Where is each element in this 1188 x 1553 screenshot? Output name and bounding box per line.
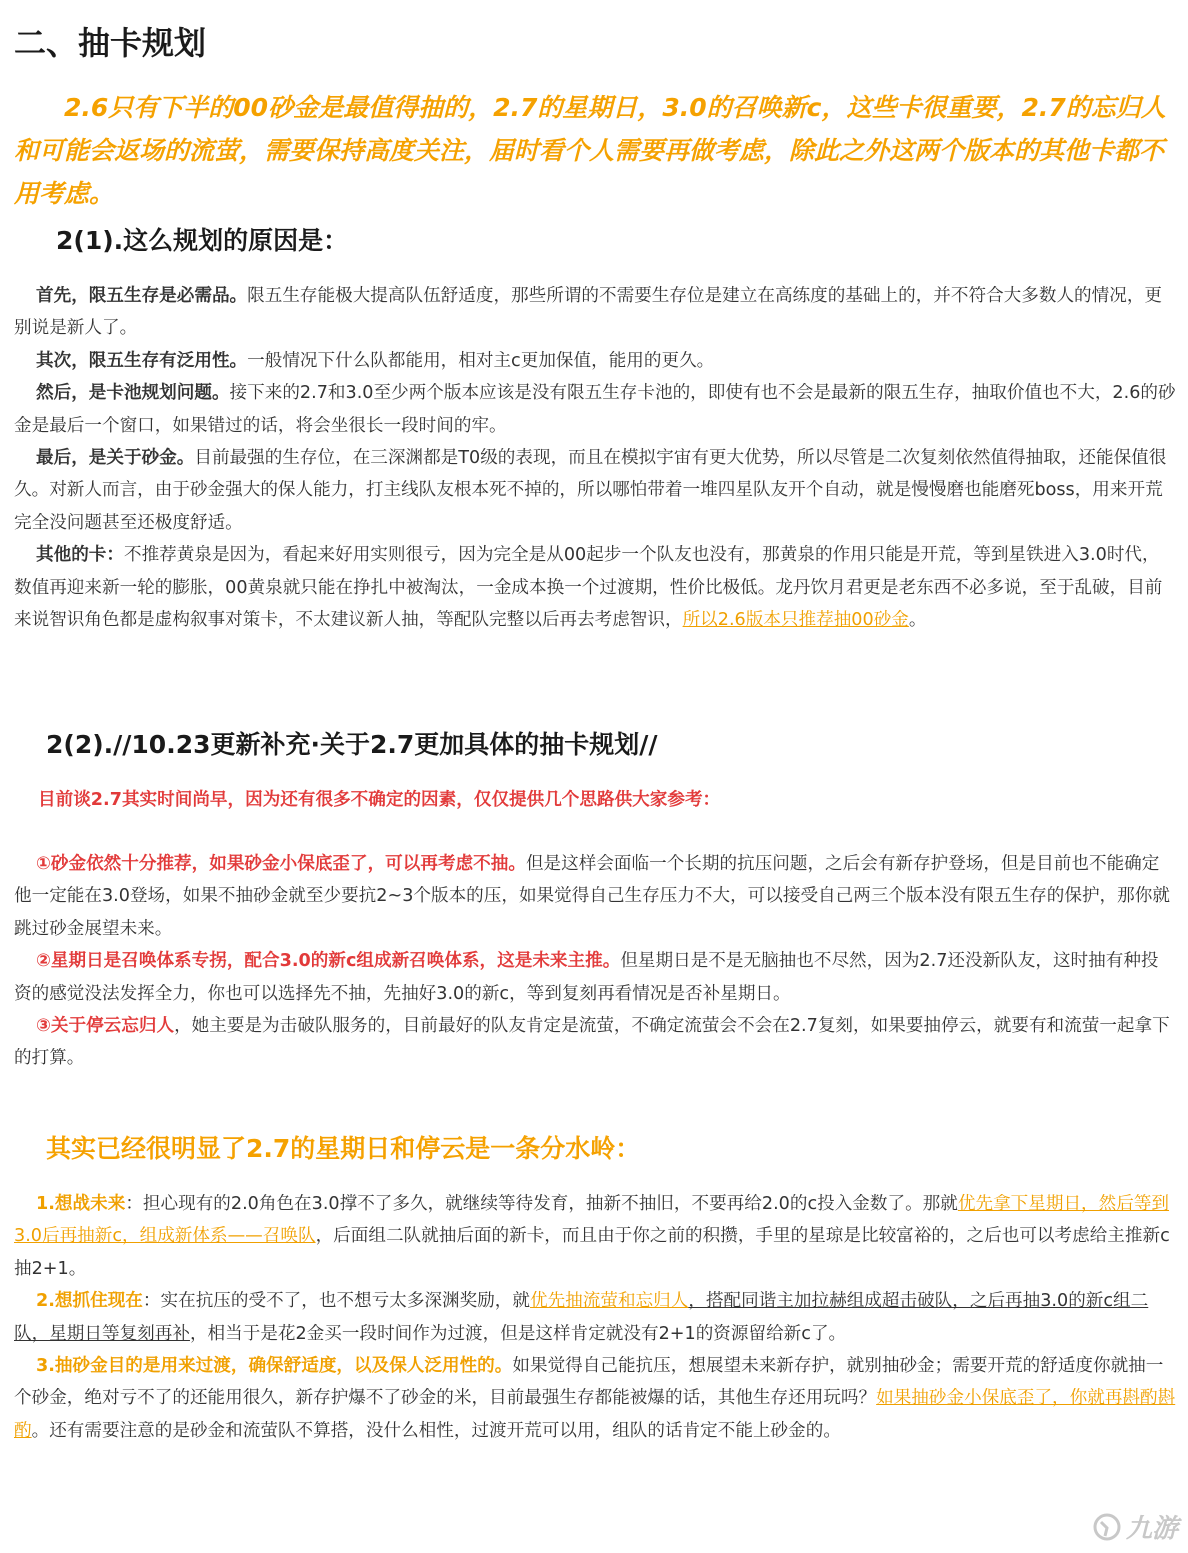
path-link[interactable]: 优先拿下星期日，然后等到3.0后再抽新c，组成新体系——召唤队	[14, 1194, 1170, 1247]
path-underlined: ，搭配同谐主加拉赫组成超击破队，之后再抽3.0的新c组二队，星期日等复刻再补	[14, 1291, 1149, 1344]
reason-text: 一般情况下什么队都能用，相对主c更加保值，能用的更久。	[247, 350, 715, 371]
watermark	[1092, 1508, 1178, 1545]
reason-lead: 最后，是关于砂金。	[36, 448, 195, 469]
path-paragraph	[14, 1188, 1176, 1285]
reason-text: 限五生存能极大提高队伍舒适度，那些所谓的不需要生存位是建立在高练度的基础上的，并不符合大多数人的情况，更别说是新人了。	[14, 286, 1163, 339]
intro-text: 2.6只有下半的00砂金是最值得抽的，2.7的星期日，3.0的召唤新c，这些卡很重要，2.7的忘归人和可能会返场的流萤，需要保持高度关注，届时看个人需要再做考虑，除此之外这两个版本的其他卡都不用考虑。	[14, 93, 1166, 208]
reason-lead: 首先，限五生存是必需品。	[36, 286, 248, 306]
reason-lead: 然后，是卡池规划问题。	[36, 383, 230, 404]
section3-heading: 其实已经很明显了2.7的星期日和停云是一条分水岭：	[46, 1134, 641, 1163]
path-link[interactable]: 优先抽流萤和忘归人	[529, 1291, 689, 1312]
option-text: 但是这样会面临一个长期的抗压问题，之后会有新存护登场，但是目前也不能确定他一定能在3.0登场，如果不抽砂金就至少要抗2~3个版本的压，如果觉得自己生存压力不大，可以接受自己两三个版本没有限五生存的保护，那你就跳过砂金展望未来。	[14, 854, 1170, 939]
option-lead: ①砂金依然十分推荐，如果砂金小保底歪了，可以再考虑不抽。	[36, 854, 526, 874]
section1-body	[14, 280, 1176, 636]
reason-paragraph	[14, 377, 1176, 442]
path-text: ：担心现有的2.0角色在3.0撑不了多久，就继续等待发育，抽新不抽旧，不要再给2.0的c投入金数了。那就	[125, 1194, 958, 1214]
option-lead: ③关于停云忘归人	[36, 1016, 175, 1037]
option-paragraph	[14, 848, 1176, 945]
path-label: 3.抽砂金目的是用来过渡，确保舒适度，以及保人泛用性的。	[36, 1356, 513, 1377]
option-text: 但星期日是不是无脑抽也不尽然，因为2.7还没新队友，这时抽有种投资的感觉没法发挥全力，你也可以选择先不抽，先抽好3.0的新c，等到复刻再看情况是否补星期日。	[14, 951, 1159, 1004]
path-text: ：实在抗压的受不了，也不想亏太多深渊奖励，就	[142, 1291, 530, 1312]
watermark-text: 九游	[1125, 1514, 1178, 1544]
reason-paragraph	[14, 280, 1176, 345]
jiuyou-logo-icon	[1092, 1512, 1122, 1542]
path-label: 1.想战未来	[36, 1194, 126, 1214]
reason-text: 不推荐黄泉是因为，看起来好用实则很亏，因为完全是从00起步一个队友也没有，那黄泉的作用只能是开荒，等到星铁进入3.0时代，数值再迎来新一轮的膨胀，00黄泉就只能在挣扎中被淘汰，一金成本换一个过渡期，性价比极低。龙丹饮月君更是老东西不必多说，至于乱破，目前来说智识角色都是虚构叙事对策卡，不太建议新人抽，等配队完整以后再去考虑智识，	[14, 545, 1163, 631]
path-label: 2.想抓住现在	[36, 1291, 143, 1312]
section2-body	[14, 848, 1176, 1075]
reason-lead: 其他的卡：	[36, 545, 124, 566]
path-text-tail: ，相当于是花2金买一段时间作为过渡，但是这样肯定就没有2+1的资源留给新c了。	[189, 1323, 847, 1344]
page-title: 二、抽卡规划	[14, 24, 207, 62]
path-paragraph	[14, 1350, 1176, 1447]
reason-paragraph	[14, 442, 1176, 539]
reason-text: 目前最强的生存位，在三深渊都是T0级的表现，而且在模拟宇宙有更大优势，所以尽管是二次复刻依然值得抽取，还能保值很久。对新人而言，由于砂金强大的保人能力，打主线队友根本死不掉的，所以哪怕带着一堆四星队友开个自动，就是慢慢磨也能磨死boss，用来开荒完全没问题甚至还极度舒适。	[14, 448, 1167, 533]
recommend-link[interactable]: 所以2.6版本只推荐抽00砂金	[682, 610, 909, 631]
section2-heading: 2(2).//10.23更新补充·关于2.7更加具体的抽卡规划//	[46, 730, 658, 759]
path-link[interactable]: 如果抽砂金小保底歪了，你就再斟酌斟酌	[14, 1388, 1176, 1441]
path-text-tail: 。还有需要注意的是砂金和流萤队不算搭，没什么相性，过渡开荒可以用，组队的话肯定不能上砂金的。	[31, 1420, 841, 1441]
path-text-tail: ，后面组二队就抽后面的新卡，而且由于你之前的积攒，手里的星琼是比较富裕的，之后也可以考虑给主推新c抽2+1。	[14, 1226, 1170, 1279]
reason-text: 接下来的2.7和3.0至少两个版本应该是没有限五生存卡池的，即使有也不会是最新的限五生存，抽取价值也不大，2.6的砂金是最后一个窗口，如果错过的话，将会坐很长一段时间的牢。	[14, 383, 1176, 436]
intro-paragraph	[14, 86, 1174, 215]
section2-note: 目前谈2.7其实时间尚早，因为还有很多不确定的因素，仅仅提供几个思路供大家参考：	[38, 790, 721, 810]
option-paragraph	[14, 945, 1176, 1010]
reason-paragraph	[14, 539, 1176, 636]
path-text: 如果觉得自己能抗压，想展望未来新存护，就别抽砂金；需要开荒的舒适度你就抽一个砂金，绝对亏不了的还能用很久，新存护爆不了砂金的米，目前最强生存都能被爆的话，其他生存还用玩吗？	[14, 1356, 1164, 1409]
option-lead: ②星期日是召唤体系专拐，配合3.0的新c组成新召唤体系，这是未来主推。	[36, 951, 621, 972]
reason-tail: 。	[908, 610, 927, 631]
section3-body	[14, 1188, 1176, 1447]
option-paragraph	[14, 1010, 1176, 1075]
section1-heading: 2(1).这么规划的原因是：	[56, 226, 349, 255]
option-text: ，她主要是为击破队服务的，目前最好的队友肯定是流萤，不确定流萤会不会在2.7复刻，如果要抽停云，就要有和流萤一起拿下的打算。	[14, 1016, 1170, 1069]
reason-paragraph	[14, 345, 1176, 377]
path-paragraph	[14, 1285, 1176, 1350]
reason-lead: 其次，限五生存有泛用性。	[36, 350, 248, 371]
